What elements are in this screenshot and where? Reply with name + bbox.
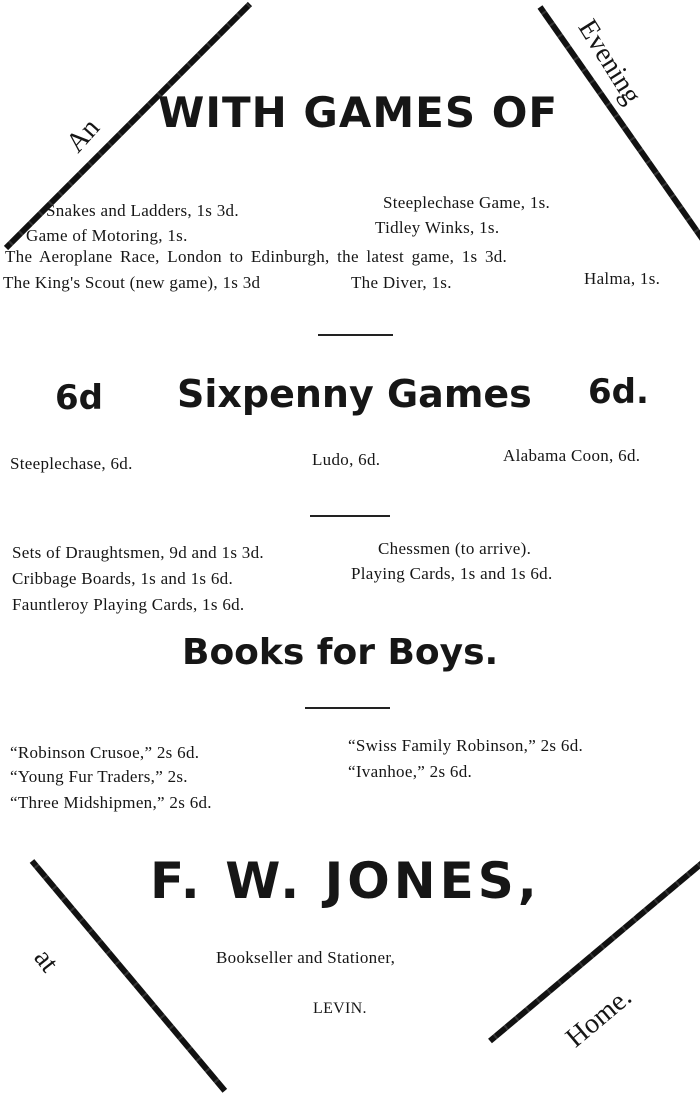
- price-right: 6d.: [588, 372, 649, 412]
- book-item: “Three Midshipmen,” 2s 6d.: [10, 793, 212, 812]
- merchant-name: F. W. JONES,: [150, 852, 541, 910]
- accessory-item: Chessmen (to arrive).: [378, 539, 532, 558]
- books-title: Books for Boys.: [182, 632, 499, 673]
- accessory-item: Playing Cards, 1s and 1s 6d.: [351, 564, 553, 583]
- section-divider: [310, 515, 390, 517]
- sixpenny-item: Ludo, 6d.: [312, 450, 381, 469]
- accessory-item: Cribbage Boards, 1s and 1s 6d.: [12, 569, 234, 588]
- game-item: The Aeroplane Race, London to Edinburgh, the latest game, 1s 3d.: [5, 247, 508, 266]
- game-item: Tidley Winks, 1s.: [375, 218, 500, 237]
- book-item: “Robinson Crusoe,” 2s 6d.: [10, 743, 200, 762]
- game-item: The Diver, 1s.: [351, 273, 452, 292]
- corner-word-at: at: [27, 943, 65, 979]
- game-item: Game of Motoring, 1s.: [26, 226, 188, 245]
- corner-word-an: An: [60, 112, 106, 159]
- section-divider: [305, 707, 390, 709]
- sixpenny-item: Steeplechase, 6d.: [10, 454, 133, 473]
- merchant-town: LEVIN.: [313, 1000, 367, 1017]
- game-item: Snakes and Ladders, 1s 3d.: [46, 201, 239, 220]
- game-item: The King's Scout (new game), 1s 3d: [3, 273, 261, 292]
- top-right-diagonal-rule: [538, 5, 700, 246]
- price-left: 6d: [55, 378, 103, 418]
- book-item: “Young Fur Traders,” 2s.: [10, 767, 188, 786]
- sixpenny-item: Alabama Coon, 6d.: [503, 446, 641, 465]
- sixpenny-title: Sixpenny Games: [177, 372, 532, 416]
- game-item: Steeplechase Game, 1s.: [383, 193, 551, 212]
- section-divider: [318, 334, 393, 336]
- corner-word-evening: Evening: [571, 14, 648, 110]
- book-item: “Ivanhoe,” 2s 6d.: [348, 762, 473, 781]
- game-item: Halma, 1s.: [584, 269, 661, 288]
- accessory-item: Sets of Draughtsmen, 9d and 1s 3d.: [12, 543, 264, 562]
- merchant-trade: Bookseller and Stationer,: [216, 948, 396, 967]
- book-item: “Swiss Family Robinson,” 2s 6d.: [348, 736, 584, 755]
- corner-word-home: Home.: [560, 981, 638, 1054]
- accessory-item: Fauntleroy Playing Cards, 1s 6d.: [12, 595, 245, 614]
- headline: WITH GAMES OF: [158, 88, 559, 137]
